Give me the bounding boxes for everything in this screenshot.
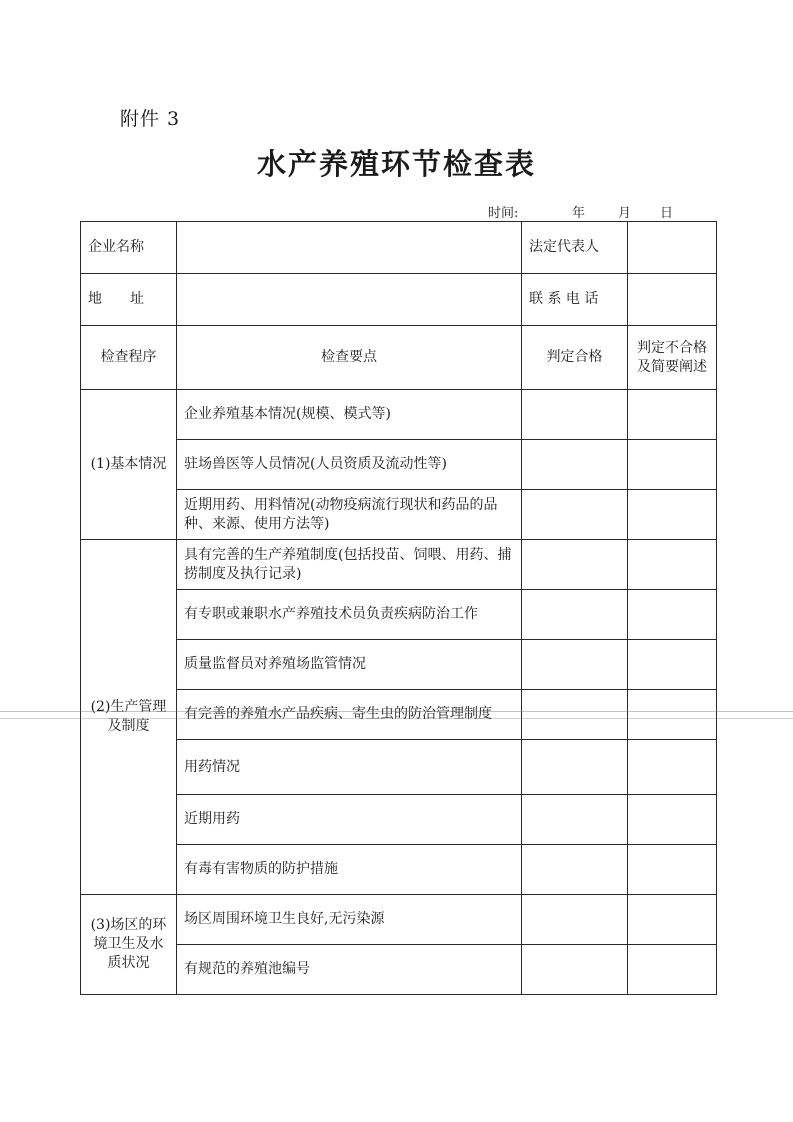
fail-cell[interactable] xyxy=(628,690,717,740)
check-item: 用药情况 xyxy=(177,740,522,795)
section-label: (2)生产管理及制度 xyxy=(81,540,177,895)
fail-cell[interactable] xyxy=(628,845,717,895)
col-pass-header: 判定合格 xyxy=(522,326,628,390)
fail-cell[interactable] xyxy=(628,640,717,690)
check-item: 具有完善的生产养殖制度(包括投苗、饲喂、用药、捕捞制度及执行记录) xyxy=(177,540,522,590)
check-item: 有专职或兼职水产养殖技术员负责疾病防治工作 xyxy=(177,590,522,640)
table-row xyxy=(81,390,717,440)
phone-field[interactable] xyxy=(628,274,717,326)
address-label: 地 址 xyxy=(81,274,177,326)
document-title: 水产养殖环节检查表 xyxy=(256,147,536,181)
column-header-row xyxy=(81,326,717,390)
check-item: 近期用药、用料情况(动物疫病流行现状和药品的品种、来源、使用方法等) xyxy=(177,490,522,540)
pass-cell[interactable] xyxy=(522,440,628,490)
fail-cell[interactable] xyxy=(628,740,717,795)
date-month: 月 xyxy=(618,206,632,221)
fail-cell[interactable] xyxy=(628,895,717,945)
pass-cell[interactable] xyxy=(522,845,628,895)
fail-cell[interactable] xyxy=(628,945,717,995)
check-item: 近期用药 xyxy=(177,795,522,845)
table-row xyxy=(81,590,717,640)
table-row xyxy=(81,440,717,490)
table-row xyxy=(81,640,717,690)
check-item: 有完善的养殖水产品疾病、寄生虫的防治管理制度 xyxy=(177,690,522,740)
check-item: 有规范的养殖池编号 xyxy=(177,945,522,995)
date-year: 年 xyxy=(572,206,586,221)
legal-rep-label: 法定代表人 xyxy=(522,222,628,274)
pass-cell[interactable] xyxy=(522,795,628,845)
check-item: 场区周围环境卫生良好,无污染源 xyxy=(177,895,522,945)
table-row xyxy=(81,945,717,995)
check-item: 质量监督员对养殖场监管情况 xyxy=(177,640,522,690)
attachment-label: 附件 3 xyxy=(120,108,181,130)
date-day: 日 xyxy=(660,206,674,221)
pass-cell[interactable] xyxy=(522,690,628,740)
fail-cell[interactable] xyxy=(628,390,717,440)
company-name-field[interactable] xyxy=(177,222,522,274)
check-item: 有毒有害物质的防护措施 xyxy=(177,845,522,895)
fail-cell[interactable] xyxy=(628,795,717,845)
pass-cell[interactable] xyxy=(522,540,628,590)
check-item: 驻场兽医等人员情况(人员资质及流动性等) xyxy=(177,440,522,490)
table-row xyxy=(81,690,717,740)
legal-rep-field[interactable] xyxy=(628,222,717,274)
fail-cell[interactable] xyxy=(628,440,717,490)
table-row xyxy=(81,540,717,590)
table-row xyxy=(81,895,717,945)
col-procedure-header: 检查程序 xyxy=(81,326,177,390)
table-row xyxy=(81,490,717,540)
table-row xyxy=(81,845,717,895)
pass-cell[interactable] xyxy=(522,945,628,995)
table-row xyxy=(81,795,717,845)
pass-cell[interactable] xyxy=(522,590,628,640)
company-name-row xyxy=(81,222,717,274)
col-key-points-header: 检查要点 xyxy=(177,326,522,390)
fail-cell[interactable] xyxy=(628,490,717,540)
section-label: (1)基本情况 xyxy=(81,390,177,540)
pass-cell[interactable] xyxy=(522,740,628,795)
pass-cell[interactable] xyxy=(522,390,628,440)
address-field[interactable] xyxy=(177,274,522,326)
fail-cell[interactable] xyxy=(628,590,717,640)
inspection-table xyxy=(80,221,717,995)
pass-cell[interactable] xyxy=(522,895,628,945)
company-name-label: 企业名称 xyxy=(81,222,177,274)
col-fail-header: 判定不合格及简要阐述 xyxy=(628,326,717,390)
section-label: (3)场区的环境卫生及水质状况 xyxy=(81,895,177,995)
phone-label: 联 系 电 话 xyxy=(522,274,628,326)
check-item: 企业养殖基本情况(规模、模式等) xyxy=(177,390,522,440)
pass-cell[interactable] xyxy=(522,640,628,690)
date-label: 时间: xyxy=(488,206,519,221)
address-row xyxy=(81,274,717,326)
pass-cell[interactable] xyxy=(522,490,628,540)
fail-cell[interactable] xyxy=(628,540,717,590)
table-row xyxy=(81,740,717,795)
